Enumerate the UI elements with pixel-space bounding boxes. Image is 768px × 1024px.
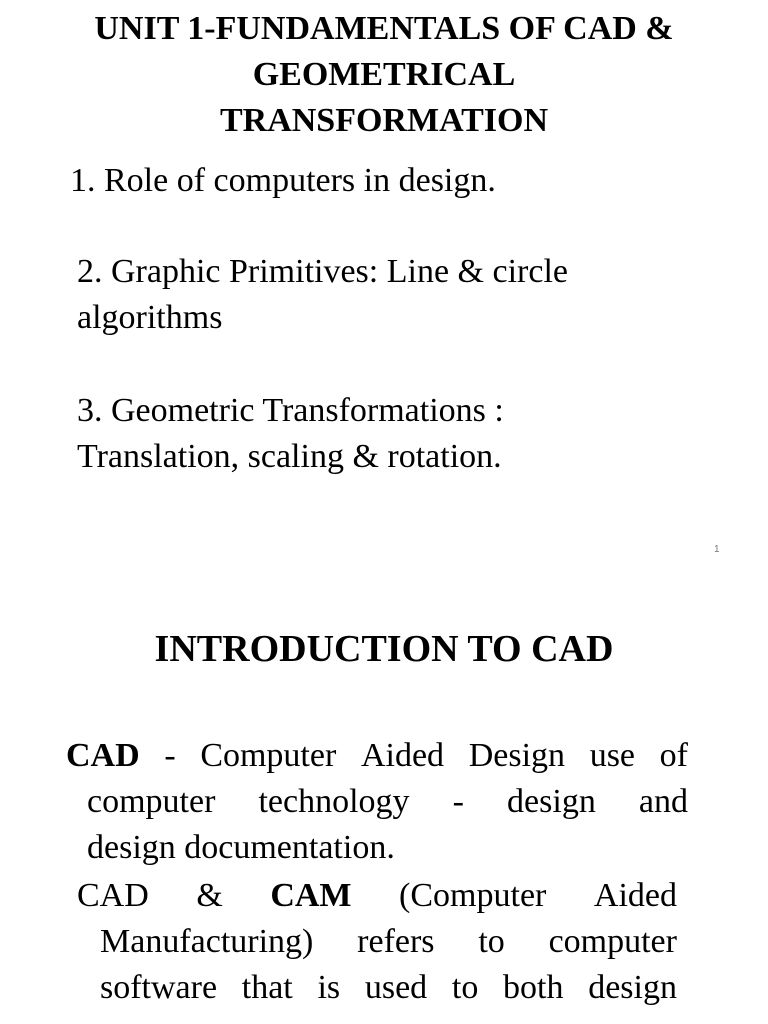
topic-item-role-of-computers: 1. Role of computers in design. xyxy=(70,162,496,199)
topic-item-geometric-transformations: 3. Geometric Transformations : Translation, scaling & rotation. xyxy=(77,392,504,475)
paragraph-line: design documentation. xyxy=(87,829,395,866)
cad-definition-paragraph xyxy=(66,733,688,871)
topic-item-graphic-primitives: 2. Graphic Primitives: Line & circle algorithms xyxy=(77,253,568,336)
term-cam: CAM xyxy=(270,877,352,914)
title-line: GEOMETRICAL xyxy=(252,56,516,93)
slide-introduction-to-cad xyxy=(0,560,768,1024)
slide-title xyxy=(0,6,768,144)
cad-cam-paragraph xyxy=(77,873,677,1011)
paragraph-line: Manufacturing) refers to computer xyxy=(100,923,677,960)
paragraph-line: CAD & CAM (Computer Aided xyxy=(77,873,677,919)
slide-title: INTRODUCTION TO CAD xyxy=(154,628,614,670)
term-cad: CAD xyxy=(66,737,140,774)
page-number: 1 xyxy=(714,544,720,555)
paragraph-line: computer technology - design and xyxy=(87,783,688,820)
paragraph-line: CAD - Computer Aided Design use of xyxy=(66,733,688,779)
title-line: TRANSFORMATION xyxy=(219,102,549,139)
title-line: UNIT 1-FUNDAMENTALS OF CAD & xyxy=(94,10,674,47)
paragraph-line: software that is used to both design xyxy=(100,969,677,1006)
